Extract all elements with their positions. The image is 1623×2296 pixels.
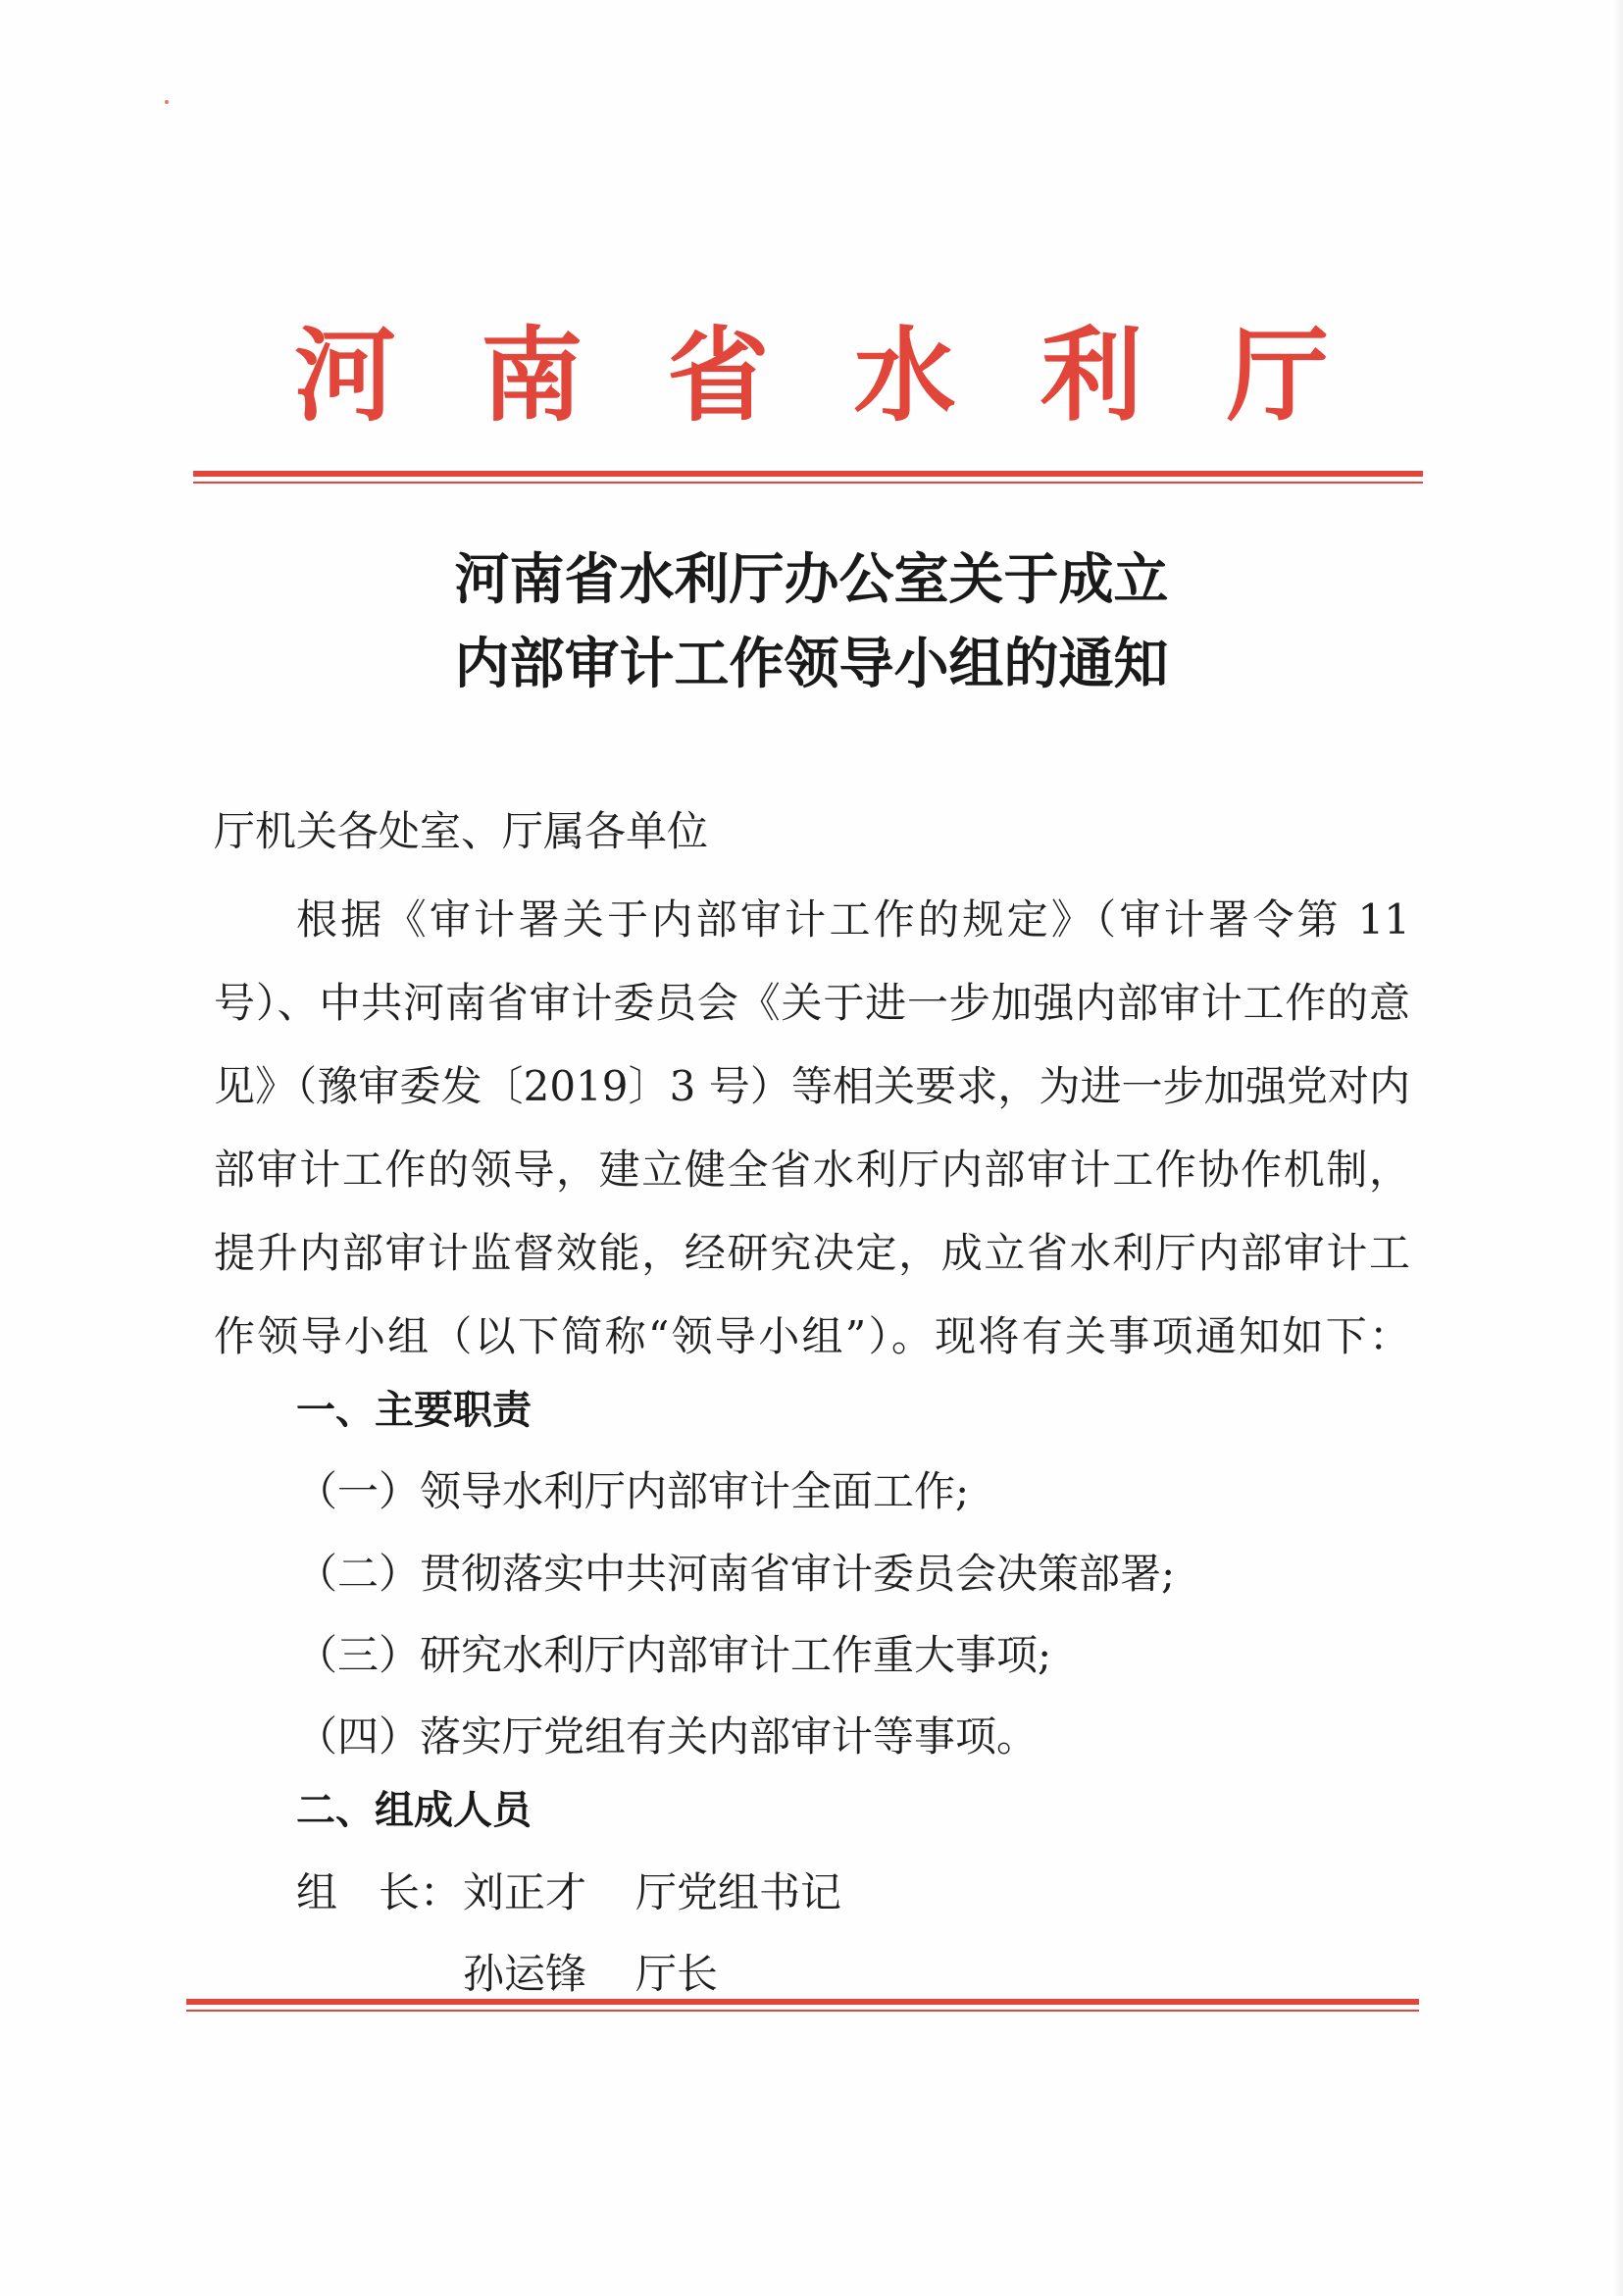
bottom-red-rule-thin <box>186 2010 1419 2012</box>
body-line: 作领导小组（以下简称“领导小组”）。现将有关事项通知如下： <box>214 1312 1410 1360</box>
document-title-line1: 河南省水利厅办公室关于成立 <box>454 547 1169 612</box>
page-edge-shadow <box>1613 0 1623 2296</box>
masthead-char: 南 <box>481 315 583 435</box>
duty-item: （二）贯彻落实中共河南省审计委员会决策部署; <box>296 1550 1176 1598</box>
body-line: 提升内部审计监督效能，经研究决定，成立省水利厅内部审计工 <box>214 1229 1410 1277</box>
salutation: 厅机关各处室、厅属各单位 <box>214 807 709 855</box>
stray-mark <box>165 100 169 104</box>
body-line: 见》（豫审委发〔2019〕3 号）等相关要求，为进一步加强党对内 <box>214 1062 1410 1110</box>
masthead-char: 利 <box>1040 315 1142 435</box>
top-red-rule-thin <box>193 482 1423 484</box>
masthead-char: 水 <box>853 315 956 435</box>
body-line: 根据《审计署关于内部审计工作的规定》（审计署令第 11 <box>296 895 1410 944</box>
member-title: 厅长 <box>635 1950 719 1998</box>
section-heading-duties: 一、主要职责 <box>296 1388 532 1433</box>
duty-item: （四）落实厅党组有关内部审计等事项。 <box>296 1712 1039 1760</box>
masthead-char: 河 <box>294 315 397 435</box>
masthead-char: 省 <box>667 315 770 435</box>
masthead-issuer <box>294 312 1329 439</box>
leader-label: 组 长： <box>296 1868 462 1916</box>
top-red-rule <box>193 471 1423 477</box>
duty-item: （一）领导水利厅内部审计全面工作; <box>296 1467 970 1515</box>
masthead-char: 厅 <box>1226 315 1329 435</box>
member-name: 孙运锋 <box>463 1950 587 1998</box>
bottom-red-rule <box>186 1999 1419 2005</box>
body-line: 号）、中共河南省审计委员会《关于进一步加强内部审计工作的意 <box>214 979 1410 1027</box>
member-name: 刘正才 <box>463 1868 587 1916</box>
member-title: 厅党组书记 <box>635 1868 842 1916</box>
section-heading-members: 二、组成人员 <box>296 1788 532 1833</box>
body-line: 部审计工作的领导，建立健全省水利厅内部审计工作协作机制， <box>214 1146 1410 1194</box>
document-title-line2: 内部审计工作领导小组的通知 <box>454 632 1169 696</box>
duty-item: （三）研究水利厅内部审计工作重大事项; <box>296 1631 1052 1679</box>
